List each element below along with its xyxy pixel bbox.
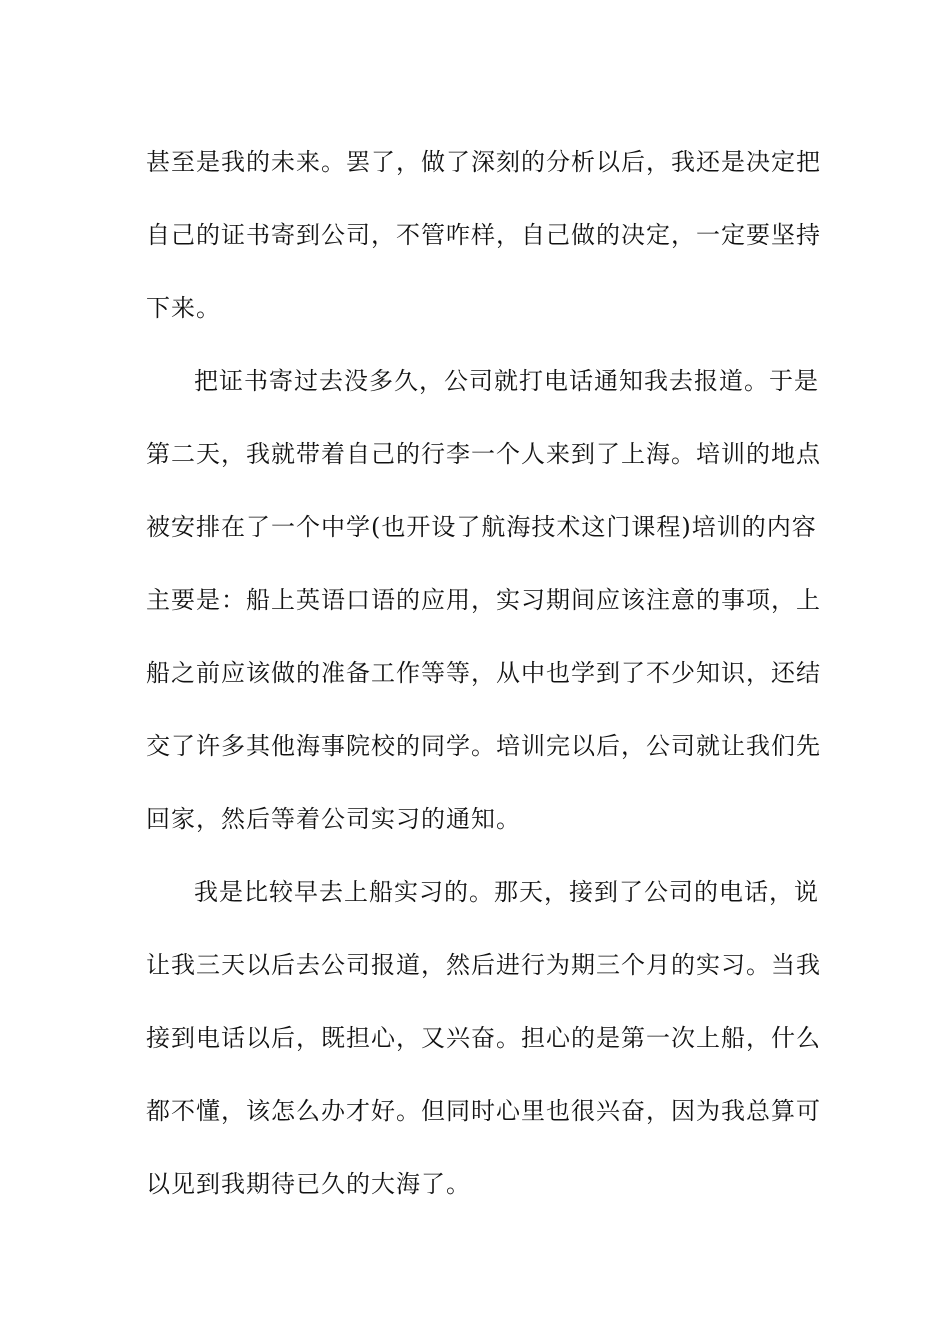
- paragraph-start-line: 把证书寄过去没多久，公司就打电话通知我去报道。于是: [194, 367, 819, 395]
- text-line: 甚至是我的未来。罢了，做了深刻的分析以后，我还是决定把: [146, 148, 821, 176]
- text-line: 自己的证书寄到公司，不管咋样，自己做的决定，一定要坚持: [146, 221, 821, 249]
- text-line: 回家，然后等着公司实习的通知。: [146, 805, 521, 833]
- text-line: 第二天，我就带着自己的行李一个人来到了上海。培训的地点: [146, 440, 821, 468]
- text-line: 主要是：船上英语口语的应用，实习期间应该注意的事项，上: [146, 586, 821, 614]
- text-line: 被安排在了一个中学(也开设了航海技术这门课程)培训的内容: [146, 513, 817, 541]
- text-line: 交了许多其他海事院校的同学。培训完以后，公司就让我们先: [146, 732, 821, 760]
- paragraph-start-line: 我是比较早去上船实习的。那天，接到了公司的电话，说: [194, 878, 819, 906]
- text-line: 都不懂，该怎么办才好。但同时心里也很兴奋，因为我总算可: [146, 1097, 821, 1125]
- document-body: [146, 126, 821, 1221]
- text-line: 以见到我期待已久的大海了。: [146, 1170, 471, 1198]
- text-line: 下来。: [146, 294, 221, 322]
- text-line: 接到电话以后，既担心，又兴奋。担心的是第一次上船，什么: [146, 1024, 821, 1052]
- text-line: 让我三天以后去公司报道，然后进行为期三个月的实习。当我: [146, 951, 821, 979]
- text-line: 船之前应该做的准备工作等等，从中也学到了不少知识，还结: [146, 659, 821, 687]
